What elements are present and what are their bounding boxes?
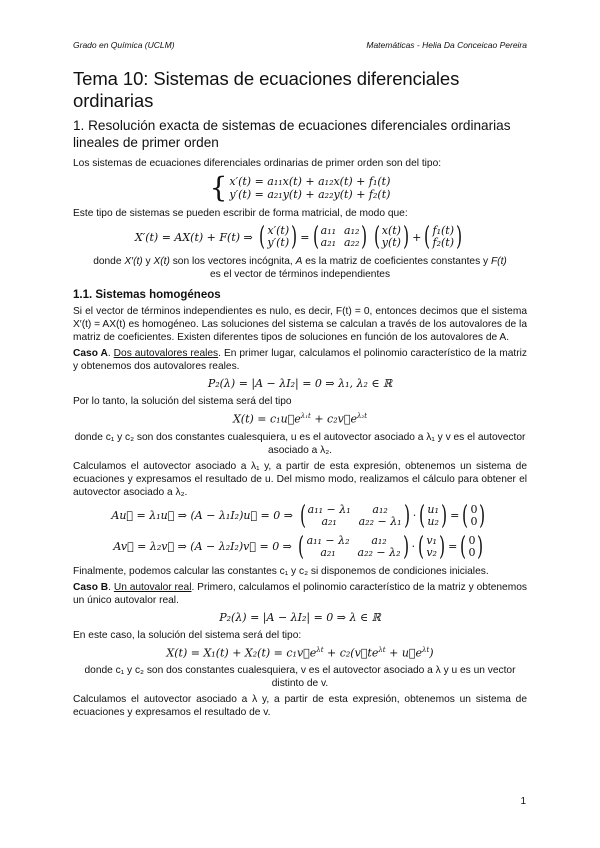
equation-char-poly-b: P₂(λ) = |A − λI₂| = 0 ⇒ λ ∈ ℝ xyxy=(219,610,381,624)
case-b-donde: donde c₁ y c₂ son dos constantes cualesquiera, v es el autovector asociado a λ y u es un vector distinto de v. xyxy=(84,665,516,690)
vector-x-prime: ( x′(t) y′(t) ) xyxy=(259,222,298,252)
case-b-eigen-paragraph: Calculamos el autovector asociado a λ y, a partir de esta expresión, obtenemos un sistema de ecuaciones y expresamos el resultado de v. xyxy=(73,694,527,719)
case-a-paragraph: Caso A. Dos autovalores reales. En primer lugar, calculamos el polinomio característico de la matriz y obtenemos dos autovalores reales. xyxy=(73,348,527,372)
case-a-eigen-paragraph: Calculamos el autovector asociado a λ₁ y, a partir de esta expresión, obtenemos un sistema de ecuaciones y expresamos el resultado de u. Del mismo modo, realizamos el cálculo para obtener el autovector asociado a λ₂. xyxy=(73,460,527,498)
case-b-solution-text: En este caso, la solución del sistema será del tipo: xyxy=(73,629,302,641)
vector-f: ( f₁(t) f₂(t) ) xyxy=(424,222,463,252)
intro-paragraph: Los sistemas de ecuaciones diferenciales ordinarias de primer orden son del tipo: xyxy=(73,158,442,169)
equation-eigenvector-u: Au⃗ = λ₁u⃗ ⇒ (A − λ₁I₂)u⃗ = 0 ⇒ ( a₁₁ − λ₁ a₁₂ a₂₁ a₂₂ − λ₁ ) · ( u₁ u₂ ) = ( 0 0 ) xyxy=(111,500,486,531)
case-a-label: Caso A xyxy=(73,348,108,359)
homogeneous-paragraph: Si el vector de términos independientes es nulo, es decir, F(t) = 0, entonces decimos que el sistema X′(t) = AX(t) es homogéneo. Las soluciones del sistema se calculan a través de los autovalores de la matriz de coeficientes. Existen diferentes tipos de soluciones en función de los autovalores de A. xyxy=(73,306,527,343)
case-b-title: Un autovalor real xyxy=(113,581,192,593)
subsection-heading: 1.1. Sistemas homogéneos xyxy=(73,289,221,301)
equation-matrix-form: X′(t) = AX(t) + F(t) ⇒ ( x′(t) y′(t) ) = ( a₁₁ a₁₂ a₂₁ a₂₂ ) ( x(t) y(t) ) + ( f₁(t) f₂(t) ) xyxy=(73,224,527,250)
equation-eigenvector-v: Av⃗ = λ₂v⃗ ⇒ (A − λ₂I₂)v⃗ = 0 ⇒ ( a₁₁ − λ₂ a₁₂ a₂₁ a₂₂ − λ₂ ) · ( v₁ v₂ ) = ( 0 0 ) xyxy=(113,531,484,562)
equation-system-line1: x′(t) = a₁₁x(t) + a₁₂x(t) + f₁(t) xyxy=(229,175,391,188)
case-a-title: Dos autovalores reales xyxy=(113,348,219,359)
donde-paragraph: donde X′(t) y X(t) son los vectores incógnita, A es la matriz de coeficientes constantes y F(t) es el vector de términos independientes xyxy=(93,256,507,280)
vector-x: ( x(t) y(t) ) xyxy=(373,222,410,252)
equation-solution-a: $X(t) = c_1u⃗e^{\lambda_1t}$ + $c_2v⃗e^{\lambda_2t}$ xyxy=(232,412,368,426)
matrix-a: ( a₁₁ a₁₂ a₂₁ a₂₂ ) xyxy=(312,222,368,252)
case-a-final-paragraph: Finalmente, podemos calcular las constantes c₁ y c₂ si disponemos de condiciones iniciales. xyxy=(73,565,489,577)
header-course: Grado en Química (UCLM) xyxy=(73,40,175,50)
section-heading: 1. Resolución exacta de sistemas de ecuaciones diferenciales ordinarias lineales de primer orden xyxy=(73,118,511,150)
page-content xyxy=(73,68,527,722)
matrix-eq-lhs: X′(t) = AX(t) + F(t) ⇒ xyxy=(134,230,253,244)
page-number: 1 xyxy=(520,796,526,807)
case-a-donde: donde c₁ y c₂ son dos constantes cualesquiera, u es el autovector asociado a λ₁ y v es el autovector asociado a λ₂. xyxy=(74,431,526,456)
equation-solution-b: $X(t) = X_1(t) + X_2(t) = c_1v⃗e^{\lambda t}$ + $c_2(v⃗te^{\lambda t}$ + $u⃗e^{\lambda t}$) xyxy=(166,645,434,660)
equation-char-poly-a: P₂(λ) = |A − λI₂| = 0 ⇒ λ₁, λ₂ ∈ ℝ xyxy=(207,377,393,390)
case-b-paragraph: Caso B. Un autovalor real. Primero, calculamos el polinomio característico de la matriz y obtenemos un único autovalor real. xyxy=(73,581,527,606)
case-a-solution-text: Por lo tanto, la solución del sistema será del tipo xyxy=(73,396,292,407)
matrix-form-paragraph: Este tipo de sistemas se pueden escribir de forma matricial, de modo que: xyxy=(73,208,408,219)
equation-system: { x′(t) = a₁₁x(t) + a₁₂x(t) + f₁(t) y′(t) = a₂₁y(t) + a₂₂y(t) + f₂(t) xyxy=(209,171,391,204)
case-b-label: Caso B xyxy=(73,581,109,593)
equation-system-line2: y′(t) = a₂₁y(t) + a₂₂y(t) + f₂(t) xyxy=(229,188,391,201)
header-author: Matemáticas - Helia Da Conceicao Pereira xyxy=(366,40,527,50)
page-title: Tema 10: Sistemas de ecuaciones diferenciales ordinarias xyxy=(73,68,460,111)
